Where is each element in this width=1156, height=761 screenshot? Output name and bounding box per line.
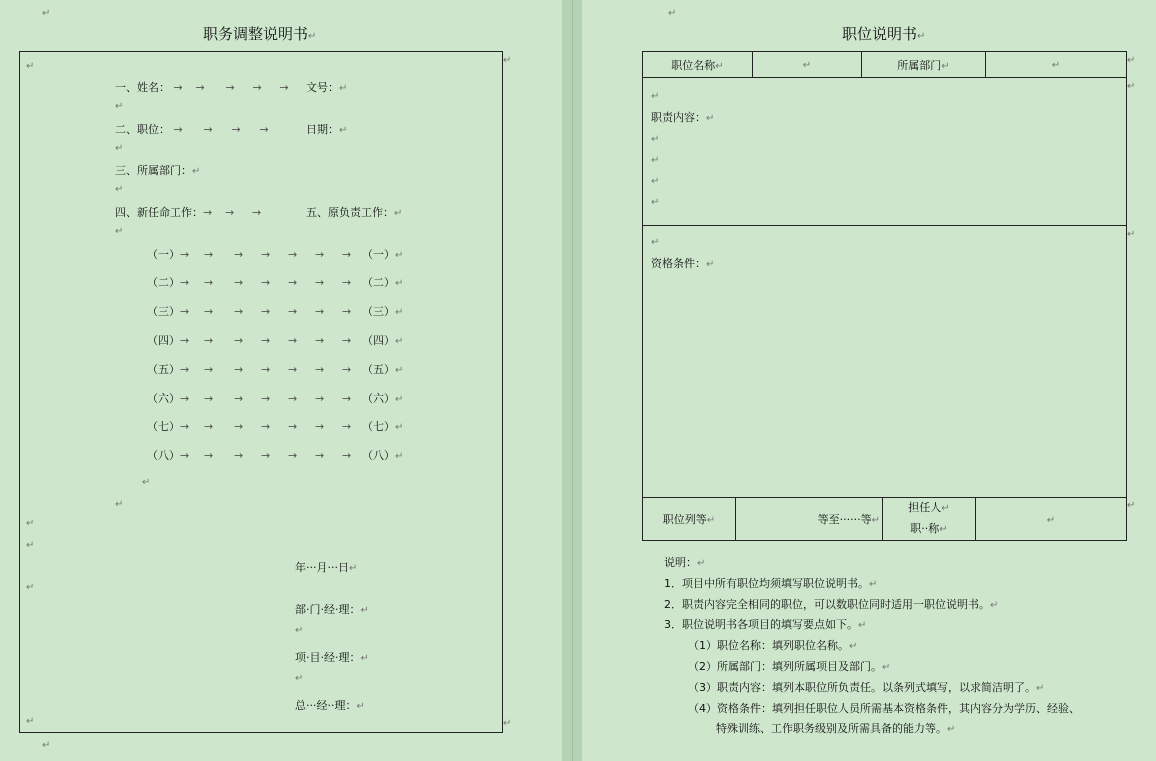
sub-item-row[interactable] — [147, 390, 403, 406]
tab-arrow: → — [234, 276, 244, 289]
tab-arrow: → — [234, 449, 244, 462]
sub-note-text: （1）职位名称：填列职位名称。 — [688, 639, 849, 652]
tab-arrow: → — [204, 392, 214, 405]
tab-arrow: → — [315, 305, 325, 318]
paragraph-mark: ↵ — [360, 605, 369, 616]
tab-arrow: → — [180, 449, 190, 462]
new-work-label: 四、新任命工作： — [115, 206, 203, 219]
tab-arrow: → — [288, 420, 298, 433]
doc-number-line[interactable] — [306, 79, 347, 95]
tab-arrow: → — [342, 449, 352, 462]
paragraph-mark: ↵ — [990, 600, 999, 611]
paragraph-mark: ↵ — [42, 740, 51, 751]
left-page-title[interactable] — [203, 23, 316, 44]
paragraph-mark: ↵ — [1046, 514, 1056, 526]
tab-arrow: → — [315, 334, 325, 347]
paragraph-mark: ↵ — [115, 101, 124, 112]
paragraph-mark: ↵ — [1127, 500, 1136, 511]
general-manager-label: 总···经··理： — [295, 699, 357, 712]
paragraph-mark: ↵ — [360, 653, 369, 664]
note-text: 3．职位说明书各项目的填写要点如下。 — [664, 618, 858, 631]
tab-arrow: → — [180, 248, 190, 261]
sign-date-label: 年···月···日 — [295, 561, 349, 574]
paragraph-mark: ↵ — [706, 113, 715, 124]
old-work-label: 五、原负责工作： — [306, 206, 394, 219]
paragraph-mark: ↵ — [802, 60, 812, 71]
holder-title-cell — [883, 498, 976, 540]
paragraph-mark: ↵ — [869, 579, 878, 590]
holder-value-cell[interactable] — [976, 498, 1127, 540]
sub-note-line — [688, 679, 1044, 695]
paragraph-mark: ↵ — [1127, 55, 1136, 66]
tab-arrow: → — [261, 392, 271, 405]
department-cell — [862, 52, 986, 78]
tab-arrow: → — [261, 248, 271, 261]
date-label: 日期： — [306, 123, 339, 136]
notes-heading — [664, 554, 705, 570]
tab-arrow: → — [225, 206, 235, 219]
sub-note-line — [688, 658, 890, 674]
holder-label: 担任人 — [908, 501, 942, 514]
position-name-cell — [643, 52, 753, 78]
position-line[interactable] — [115, 121, 280, 137]
sub-item-row[interactable] — [147, 332, 403, 348]
project-manager-line[interactable] — [295, 649, 369, 665]
tab-arrow: → — [204, 276, 214, 289]
name-label: 一、姓名： — [115, 81, 170, 94]
note-text: 2．职责内容完全相同的职位，可以数职位同时适用一职位说明书。 — [664, 598, 990, 611]
paragraph-mark: ↵ — [42, 8, 51, 19]
tab-arrow: → — [203, 206, 213, 219]
tab-arrow: → — [342, 305, 352, 318]
paragraph-mark: ↵ — [26, 582, 35, 593]
tab-arrow: → — [225, 81, 235, 94]
tab-arrow: → — [342, 392, 352, 405]
paragraph-mark: ↵ — [871, 515, 880, 526]
sub-item-right-label: （七） — [362, 420, 395, 433]
tab-arrow: → — [231, 123, 241, 136]
tab-arrow: → — [288, 276, 298, 289]
paragraph-mark: ↵ — [26, 61, 35, 72]
note-line — [664, 596, 998, 612]
position-description-table — [642, 51, 1127, 541]
sub-item-right-label: （二） — [362, 276, 395, 289]
sub-item-right-label: （六） — [362, 392, 395, 405]
paragraph-mark: ↵ — [115, 184, 124, 195]
paragraph-mark: ↵ — [348, 563, 358, 574]
bottom-row-table — [643, 498, 1126, 540]
right-page-title[interactable] — [842, 23, 925, 44]
tab-arrow: → — [180, 392, 190, 405]
old-work-line[interactable] — [306, 204, 402, 220]
paragraph-mark: ↵ — [339, 125, 348, 136]
tab-arrow: → — [234, 420, 244, 433]
tab-arrow: → — [261, 449, 271, 462]
paragraph-mark: ↵ — [706, 259, 715, 270]
new-work-line[interactable] — [115, 204, 274, 220]
duties-label: 职责内容： — [651, 111, 706, 124]
tab-arrow: → — [288, 363, 298, 376]
tab-arrow: → — [288, 392, 298, 405]
paragraph-mark: ↵ — [192, 166, 201, 177]
tab-arrow: → — [180, 420, 190, 433]
sub-note-line — [688, 637, 857, 653]
tab-arrow: → — [234, 392, 244, 405]
date-line[interactable] — [306, 121, 347, 137]
tab-arrow: → — [315, 363, 325, 376]
tab-arrow: → — [288, 449, 298, 462]
position-name-label: 职位名称 — [671, 58, 716, 72]
qualifications-label: 资格条件： — [651, 257, 706, 270]
tab-arrow: → — [180, 305, 190, 318]
position-label: 二、职位： — [115, 123, 170, 136]
note-text: 1．项目中所有职位均须填写职位说明书。 — [664, 577, 869, 590]
tab-arrow: → — [342, 420, 352, 433]
tab-arrow: → — [234, 305, 244, 318]
department-label: 所属部门 — [897, 58, 942, 72]
paragraph-mark: ↵ — [26, 540, 35, 551]
sub-item-right-label: （八） — [362, 449, 395, 462]
tab-arrow: → — [180, 363, 190, 376]
tab-arrow: → — [173, 81, 183, 94]
title-text: 职位说明书 — [842, 25, 918, 43]
tab-arrow: → — [342, 248, 352, 261]
tab-arrow: → — [279, 81, 289, 94]
paragraph-mark: ↵ — [939, 524, 948, 535]
tab-arrow: → — [234, 363, 244, 376]
tab-arrow: → — [261, 363, 271, 376]
paragraph-mark: ↵ — [395, 336, 404, 347]
position-grade-label: 职位列等 — [662, 513, 707, 526]
tab-arrow: → — [203, 123, 213, 136]
sub-item-right-label: （三） — [362, 305, 395, 318]
tab-arrow: → — [342, 276, 352, 289]
paragraph-mark: ↵ — [941, 60, 950, 72]
paragraph-mark: ↵ — [503, 55, 512, 66]
tab-arrow: → — [259, 123, 269, 136]
tab-arrow: → — [315, 392, 325, 405]
sub-item-left-label: （二） — [147, 276, 180, 289]
sub-item-left-label: （七） — [147, 420, 180, 433]
paragraph-mark: ↵ — [1127, 229, 1136, 240]
sub-item-row[interactable] — [147, 303, 403, 319]
paragraph-mark: ↵ — [115, 143, 124, 154]
paragraph-mark: ↵ — [651, 155, 660, 166]
department-value-cell[interactable] — [986, 52, 1127, 78]
tab-arrow: → — [261, 420, 271, 433]
note-line — [664, 575, 877, 591]
note-line — [664, 616, 866, 632]
page-divider — [572, 0, 573, 761]
paragraph-mark: ↵ — [651, 176, 660, 187]
paragraph-mark: ↵ — [1127, 81, 1136, 92]
tab-arrow: → — [204, 305, 214, 318]
paragraph-mark: ↵ — [395, 250, 404, 261]
department-line[interactable] — [115, 162, 200, 178]
tab-arrow: → — [288, 248, 298, 261]
general-manager-line[interactable] — [295, 697, 365, 713]
position-name-value-cell[interactable] — [753, 52, 862, 78]
sub-note-text: 特殊训练、工作职务级别及所需具备的能力等。 — [716, 722, 947, 735]
tab-arrow: → — [252, 81, 262, 94]
paragraph-mark: ↵ — [395, 307, 404, 318]
tab-arrow: → — [234, 334, 244, 347]
grade-range-label: 等至······等 — [817, 513, 872, 526]
tab-arrow: → — [288, 334, 298, 347]
sub-item-row[interactable] — [147, 447, 403, 463]
paragraph-mark: ↵ — [394, 208, 403, 219]
tab-arrow: → — [180, 276, 190, 289]
paragraph-mark: ↵ — [651, 91, 660, 102]
tab-arrow: → — [288, 305, 298, 318]
paragraph-mark: ↵ — [651, 197, 660, 208]
grade-range-cell[interactable] — [736, 498, 883, 540]
paragraph-mark: ↵ — [339, 83, 348, 94]
paragraph-mark: ↵ — [706, 515, 716, 526]
paragraph-mark: ↵ — [858, 620, 867, 631]
paragraph-mark: ↵ — [651, 134, 660, 145]
tab-arrow: → — [180, 334, 190, 347]
paragraph-mark: ↵ — [395, 451, 404, 462]
paragraph-mark: ↵ — [295, 673, 304, 684]
paragraph-mark: ↵ — [917, 31, 926, 42]
tab-arrow: → — [204, 334, 214, 347]
sub-item-left-label: （四） — [147, 334, 180, 347]
doc-number-label: 文号： — [306, 81, 339, 94]
paragraph-mark: ↵ — [395, 422, 404, 433]
sub-item-left-label: （八） — [147, 449, 180, 462]
sub-item-left-label: （五） — [147, 363, 180, 376]
tab-arrow: → — [315, 420, 325, 433]
sub-item-right-label: （四） — [362, 334, 395, 347]
paragraph-mark: ↵ — [26, 716, 35, 727]
tab-arrow: → — [234, 248, 244, 261]
paragraph-mark: ↵ — [142, 477, 151, 488]
paragraph-mark: ↵ — [115, 226, 124, 237]
tab-arrow: → — [261, 305, 271, 318]
sub-note-text: （2）所属部门：填列所属项目及部门。 — [688, 660, 882, 673]
sub-note-text: （3）职责内容：填列本职位所负责任。以条列式填写，以求简洁明了。 — [688, 681, 1036, 694]
paragraph-mark: ↵ — [1036, 683, 1045, 694]
tab-arrow: → — [204, 420, 214, 433]
paragraph-mark: ↵ — [395, 365, 404, 376]
sub-item-left-label: （一） — [147, 248, 180, 261]
paragraph-mark: ↵ — [882, 662, 891, 673]
tab-arrow: → — [315, 276, 325, 289]
sub-item-right-label: （五） — [362, 363, 395, 376]
tab-arrow: → — [195, 81, 205, 94]
effective-date-line[interactable] — [115, 497, 123, 510]
dept-manager-label: 部·门·经·理： — [295, 603, 361, 616]
paragraph-mark: ↵ — [395, 278, 404, 289]
bottom-row-cell — [643, 498, 1127, 541]
paragraph-mark: ↵ — [697, 558, 706, 569]
tab-arrow: → — [315, 248, 325, 261]
sub-note-text: （4）资格条件：填列担任职位人员所需基本资格条件，其内容分为学历、经验、 — [688, 702, 1080, 715]
paragraph-mark: ↵ — [668, 8, 677, 19]
sign-date-line[interactable] — [295, 559, 357, 575]
paragraph-mark: ↵ — [941, 503, 950, 514]
notes-heading-text: 说明： — [664, 556, 697, 569]
tab-arrow: → — [252, 206, 262, 219]
tab-arrow: → — [204, 449, 214, 462]
tab-arrow: → — [173, 123, 183, 136]
paragraph-mark: ↵ — [715, 60, 724, 72]
qualifications-cell[interactable] — [643, 226, 1127, 498]
department-label: 三、所属部门： — [115, 164, 192, 177]
paragraph-mark: ↵ — [947, 724, 956, 735]
paragraph-mark: ↵ — [356, 701, 365, 712]
tab-arrow: → — [342, 334, 352, 347]
sub-item-row[interactable] — [147, 246, 403, 262]
paragraph-mark: ↵ — [395, 394, 404, 405]
position-grade-cell — [643, 498, 736, 540]
dept-manager-line[interactable] — [295, 601, 369, 617]
tab-arrow: → — [204, 363, 214, 376]
paragraph-mark: ↵ — [308, 31, 317, 42]
sub-item-left-label: （六） — [147, 392, 180, 405]
paragraph-mark: ↵ — [849, 641, 858, 652]
title-label: 职··称 — [910, 522, 940, 535]
sub-item-right-label: （一） — [362, 248, 395, 261]
paragraph-mark: ↵ — [26, 518, 35, 529]
tab-arrow: → — [204, 248, 214, 261]
project-manager-label: 项·目·经·理： — [295, 651, 361, 664]
duties-cell[interactable] — [643, 78, 1127, 226]
name-line[interactable] — [115, 79, 300, 95]
title-text: 职务调整说明书 — [203, 25, 309, 43]
tab-arrow: → — [261, 334, 271, 347]
tab-arrow: → — [342, 363, 352, 376]
tab-arrow: → — [315, 449, 325, 462]
tab-arrow: → — [261, 276, 271, 289]
paragraph-mark: ↵ — [1051, 60, 1061, 71]
sub-item-row[interactable] — [147, 361, 403, 377]
sub-note-line — [688, 700, 1080, 716]
sub-note-line — [716, 720, 955, 736]
paragraph-mark: ↵ — [651, 237, 660, 248]
paragraph-mark: ↵ — [295, 625, 304, 636]
sub-item-left-label: （三） — [147, 305, 180, 318]
sub-item-row[interactable] — [147, 274, 403, 290]
paragraph-mark: ↵ — [115, 499, 124, 510]
sub-item-row[interactable] — [147, 418, 403, 434]
paragraph-mark: ↵ — [503, 718, 512, 729]
